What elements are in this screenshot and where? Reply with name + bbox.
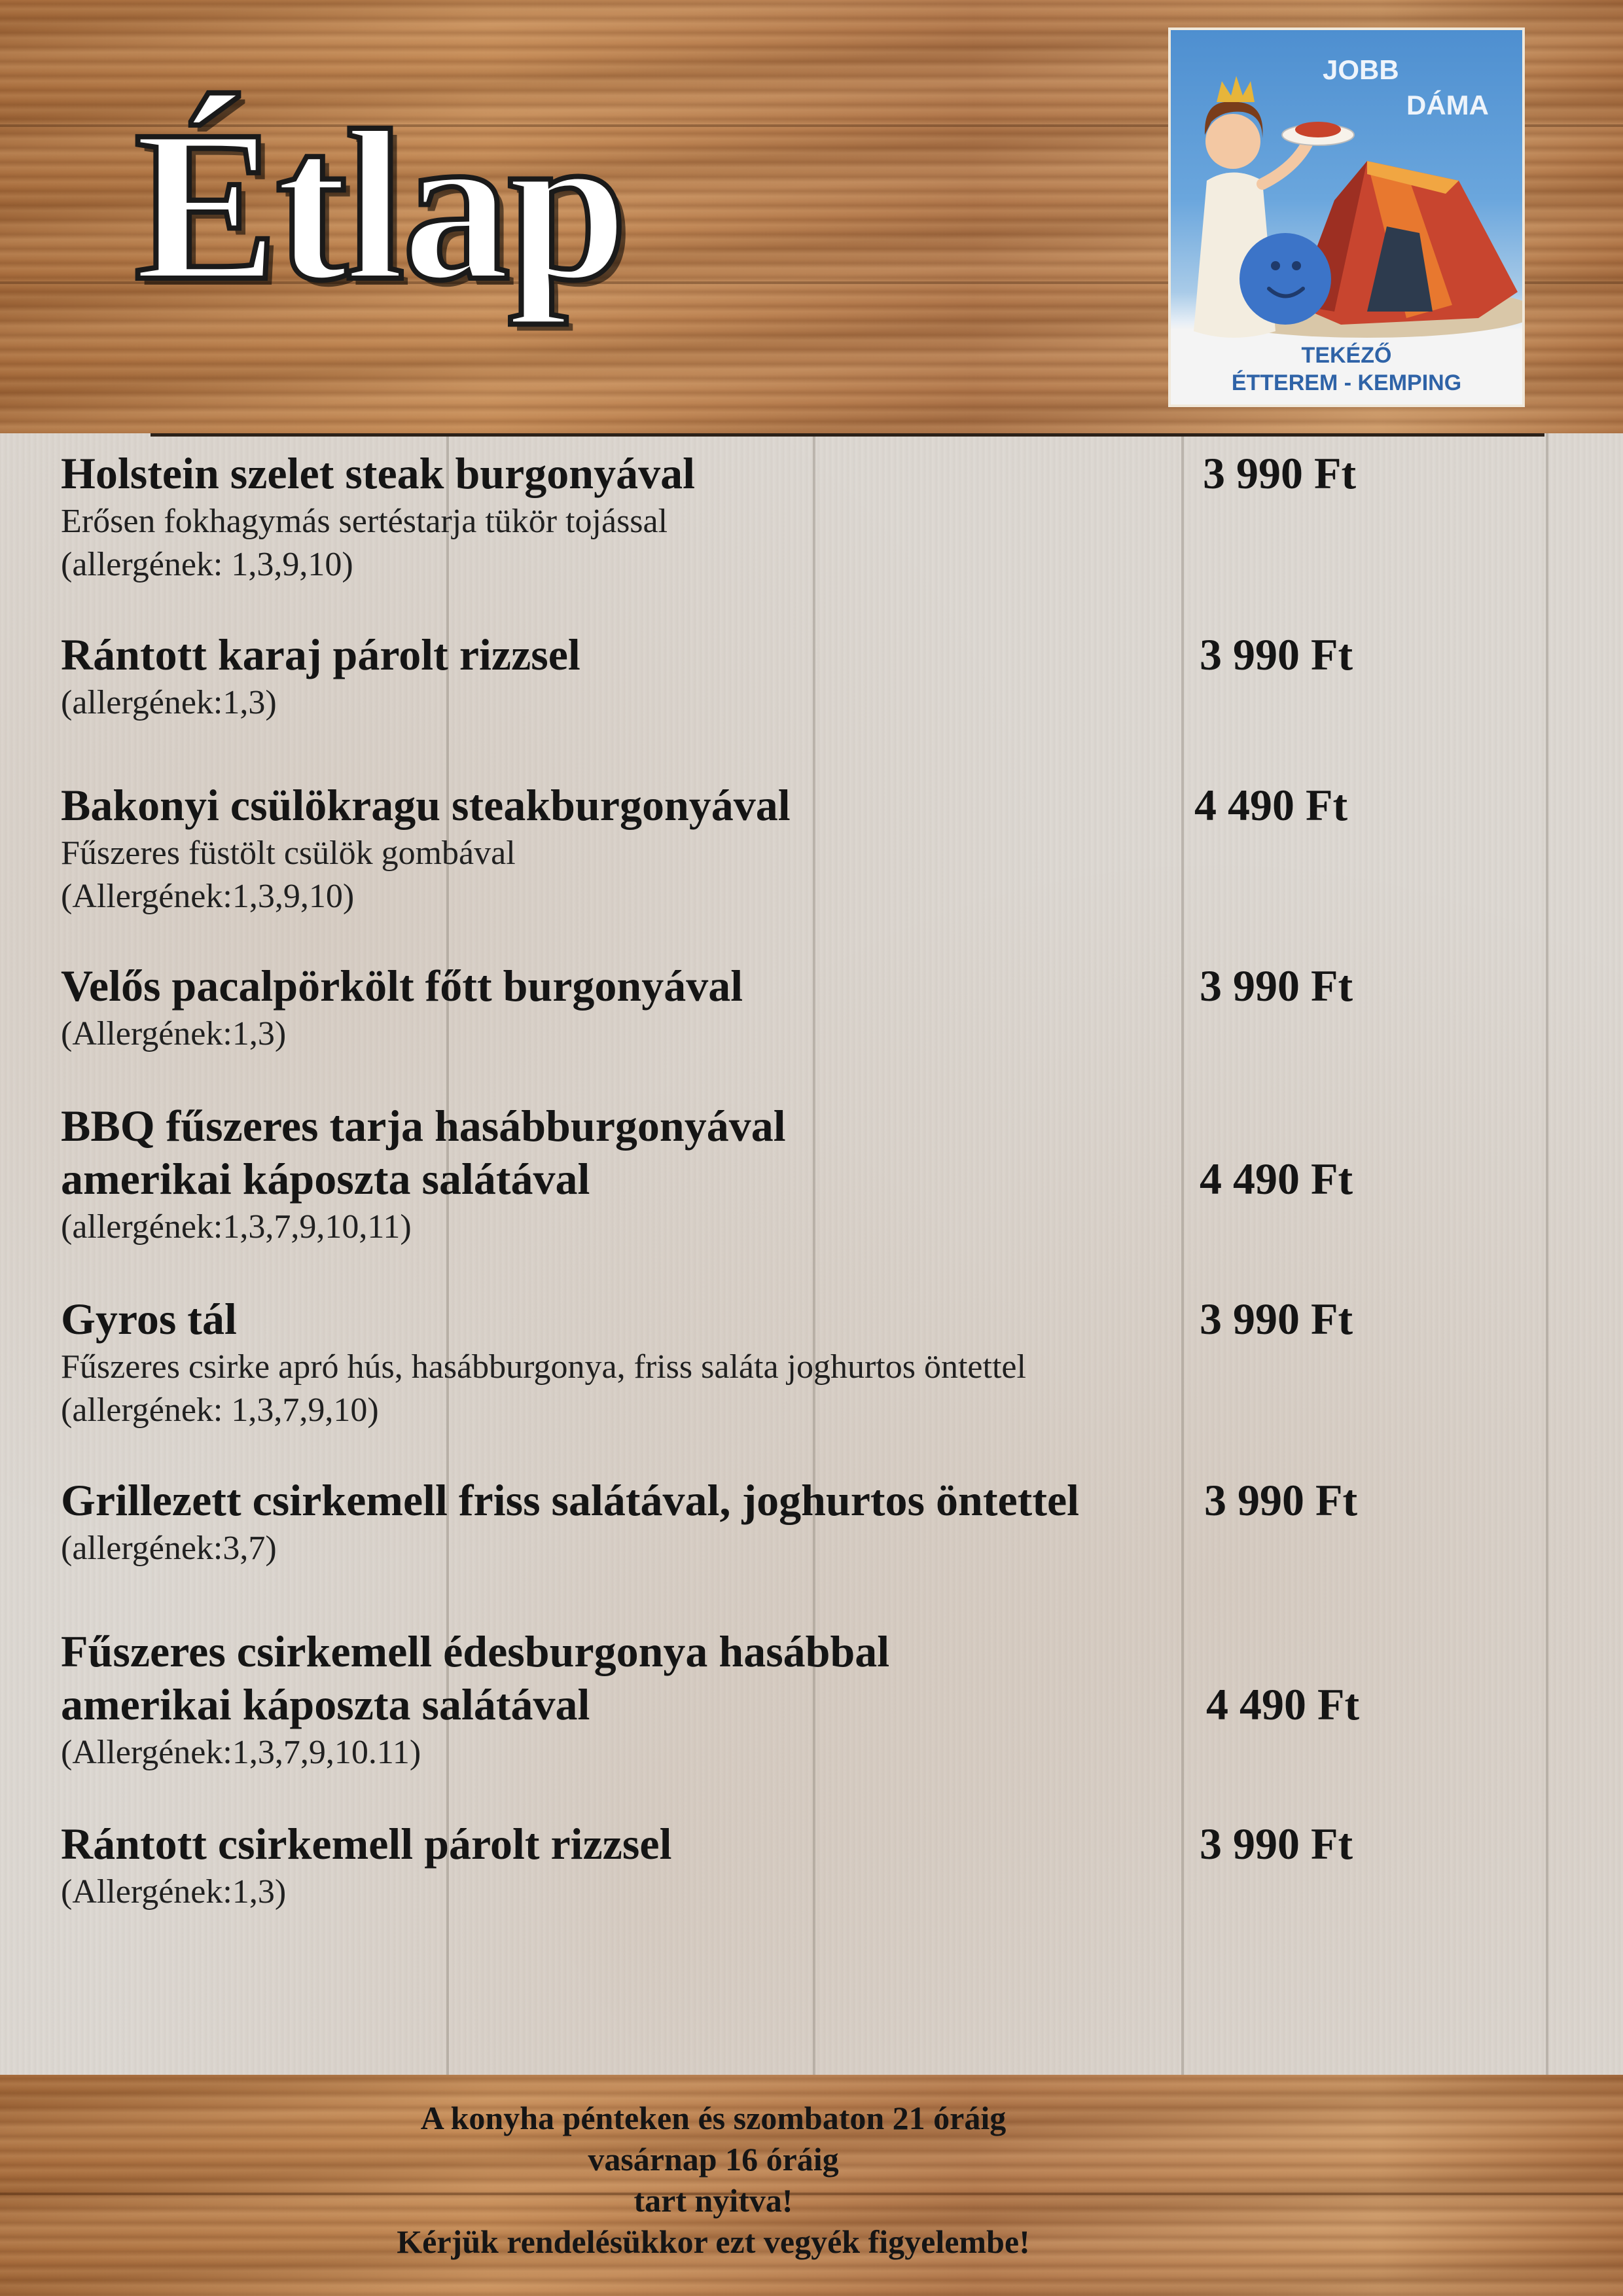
logo-subtitle-line2: ÉTTEREM - KEMPING <box>1231 370 1462 395</box>
menu-item-allergens: (allergének: 1,3,9,10) <box>61 546 353 583</box>
opening-hours-note <box>0 2098 1427 2263</box>
menu-item-allergens: (allergének:1,3) <box>61 684 277 721</box>
menu-item <box>61 1100 786 1249</box>
menu-item-name-line2: amerikai káposzta salátával <box>61 1679 590 1729</box>
header-divider <box>151 433 1544 437</box>
menu-item <box>61 628 580 725</box>
menu-item-allergens: (allergének:3,7) <box>61 1530 277 1567</box>
logo-brand-line2: DÁMA <box>1406 90 1489 120</box>
page-title: Étlap <box>134 86 626 325</box>
menu-item-name: Holstein szelet steak burgonyával <box>61 448 695 498</box>
logo-brand-line1: JOBB <box>1323 54 1399 85</box>
menu-item-name: Grillezett csirkemell friss salátával, joghurtos öntettel <box>61 1475 1080 1525</box>
menu-item-price: 3 990 Ft <box>1204 1475 1358 1525</box>
menu-item-price: 4 490 Ft <box>1200 1154 1353 1204</box>
menu-item-description: Erősen fokhagymás sertéstarja tükör tojással <box>61 503 668 540</box>
plank-seam <box>1546 433 1548 2075</box>
plank-seam <box>1181 433 1184 2075</box>
plank-seam <box>813 433 815 2075</box>
menu-item-description: Fűszeres füstölt csülök gombával <box>61 834 516 872</box>
footer-line: Kérjük rendelésükkor ezt vegyék figyelembe! <box>397 2223 1030 2260</box>
menu-item-name: BBQ fűszeres tarja hasábburgonyával <box>61 1101 786 1151</box>
footer-line: A konyha pénteken és szombaton 21 óráig <box>420 2100 1007 2136</box>
menu-item <box>61 1293 1026 1432</box>
menu-item-allergens: (Allergének:1,3) <box>61 1873 287 1910</box>
restaurant-logo <box>1168 27 1525 407</box>
menu-item-price: 3 990 Ft <box>1200 630 1353 679</box>
menu-item-price: 3 990 Ft <box>1200 1294 1353 1344</box>
menu-item-allergens: (allergének: 1,3,7,9,10) <box>61 1391 379 1429</box>
menu-item-name: Gyros tál <box>61 1294 237 1344</box>
menu-item-name: Velős pacalpörkölt főtt burgonyával <box>61 961 743 1011</box>
menu-item-allergens: (Allergének:1,3) <box>61 1015 287 1052</box>
footer-line: tart nyitva! <box>633 2182 793 2219</box>
menu-item-name: Bakonyi csülökragu steakburgonyával <box>61 780 791 830</box>
menu-item-price: 4 490 Ft <box>1194 780 1348 830</box>
menu-item-name: Fűszeres csirkemell édesburgonya hasábbal <box>61 1626 890 1676</box>
menu-item <box>61 1818 671 1914</box>
menu-item-name: Rántott csirkemell párolt rizzsel <box>61 1819 672 1869</box>
menu-item-price: 3 990 Ft <box>1200 961 1353 1011</box>
menu-item-price: 3 990 Ft <box>1200 1819 1353 1869</box>
menu-item-description: Fűszeres csirke apró hús, hasábburgonya, friss saláta joghurtos öntettel <box>61 1348 1026 1386</box>
menu-item-name-line2: amerikai káposzta salátával <box>61 1154 590 1204</box>
menu-item <box>61 447 695 586</box>
menu-item-allergens: (allergének:1,3,7,9,10,11) <box>61 1208 412 1246</box>
menu-item <box>61 1625 889 1774</box>
footer-line: vasárnap 16 óráig <box>588 2141 839 2178</box>
menu-item-allergens: (Allergének:1,3,7,9,10.11) <box>61 1734 421 1771</box>
menu-item <box>61 960 743 1056</box>
menu-item <box>61 1474 1079 1570</box>
logo-subtitle-line1: TEKÉZŐ <box>1301 343 1392 368</box>
menu-item-allergens: (Allergének:1,3,9,10) <box>61 878 355 915</box>
menu-item-price: 3 990 Ft <box>1203 448 1357 498</box>
menu-item-price: 4 490 Ft <box>1206 1679 1360 1729</box>
menu-item <box>61 779 791 918</box>
menu-item-name: Rántott karaj párolt rizzsel <box>61 630 580 679</box>
